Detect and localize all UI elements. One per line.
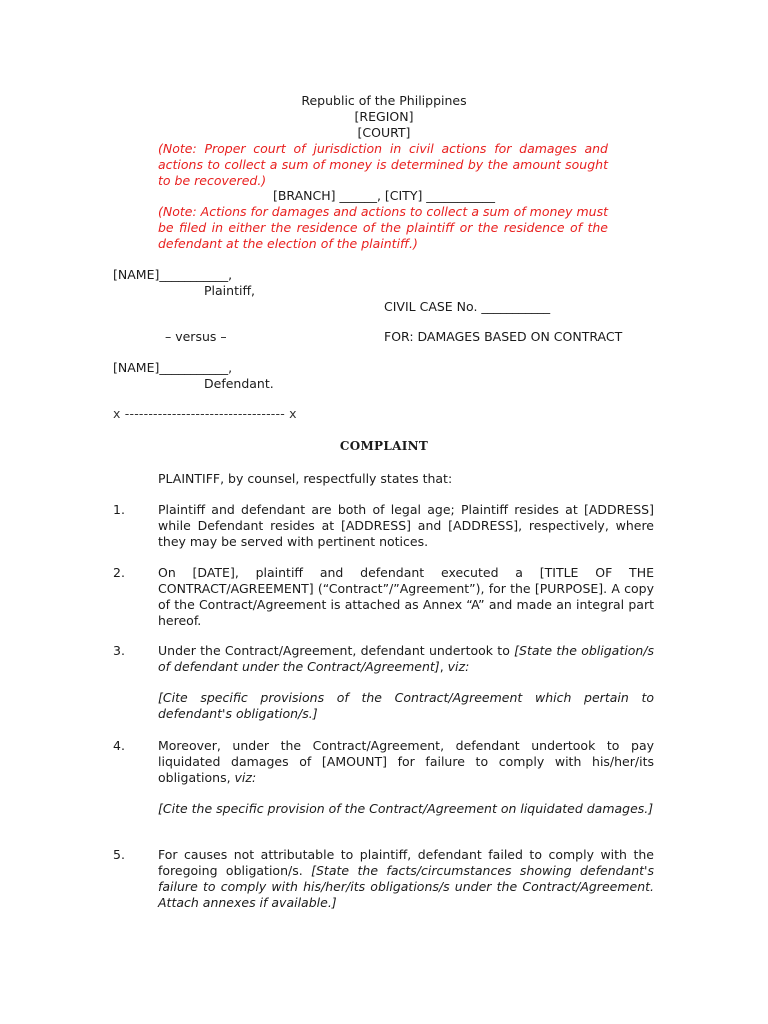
branch-city-line: [BRANCH] ______, [CITY] ___________ [272, 188, 496, 203]
paragraph-2: On [DATE], plaintiff and defendant executed a [TITLE OF THE CONTRACT/AGREEMENT] (“Contract”/”Agreement”), for the [PURPOSE]. A copy of the Contract/Agreement is attached as Annex “A” and made an integral part hereof. [158, 565, 654, 628]
case-subject: FOR: DAMAGES BASED ON CONTRACT [384, 329, 623, 344]
plaintiff-label: Plaintiff, [204, 283, 256, 298]
defendant-name: [NAME]___________, [113, 360, 233, 375]
paragraph-4-viz: viz: [234, 770, 257, 785]
court-line: [COURT] [357, 125, 411, 140]
paragraph-3 [158, 643, 654, 675]
paragraph-5 [158, 847, 654, 911]
paragraph-4-number: 4. [113, 738, 125, 753]
paragraph-4 [158, 738, 654, 786]
civil-case-number: CIVIL CASE No. ___________ [384, 299, 551, 314]
republic-line: Republic of the Philippines [301, 93, 467, 108]
paragraph-3-instruction: [State the obligation/s of defendant under the Contract/Agreement] [158, 643, 654, 674]
paragraph-1: Plaintiff and defendant are both of legal age; Plaintiff resides at [ADDRESS] while Defendant resides at [ADDRESS] and [ADDRESS], respectively, where they may be served with pertinent notices. [158, 502, 654, 549]
paragraph-1-number: 1. [113, 502, 125, 517]
court-jurisdiction-note: (Note: Proper court of jurisdiction in civil actions for damages and actions to collect a sum of money is determined by the amount sought to be recovered.) [158, 141, 608, 188]
paragraph-4-text: Moreover, under the Contract/Agreement, defendant undertook to pay liquidated damages of [AMOUNT] for failure to comply with his/her/its obligations, [158, 738, 654, 785]
paragraph-3-viz: viz: [447, 659, 470, 674]
paragraph-3-comma: , [439, 659, 448, 674]
complaint-title: COMPLAINT [339, 439, 429, 453]
paragraph-5-number: 5. [113, 847, 125, 862]
paragraph-3-cite: [Cite specific provisions of the Contract/Agreement which pertain to defendant's obligation/s.] [158, 690, 654, 721]
caption-separator: x ---------------------------------- x [113, 406, 297, 421]
paragraph-5-instruction: [State the facts/circumstances showing defendant's failure to comply with his/her/its obligations/s under the Contract/Agreement. Attach annexes if available.] [158, 863, 654, 910]
paragraph-3-text: Under the Contract/Agreement, defendant undertook to [158, 643, 515, 658]
paragraph-4-cite: [Cite the specific provision of the Contract/Agreement on liquidated damages.] [158, 801, 654, 816]
defendant-label: Defendant. [204, 376, 274, 391]
paragraph-2-number: 2. [113, 565, 125, 580]
region-line: [REGION] [354, 109, 414, 124]
intro-line: PLAINTIFF, by counsel, respectfully states that: [158, 471, 453, 486]
versus-line: – versus – [165, 329, 227, 344]
venue-note: (Note: Actions for damages and actions to collect a sum of money must be filed in either the residence of the plaintiff or the residence of the defendant at the election of the plaintiff.) [158, 204, 608, 251]
paragraph-5-text: For causes not attributable to plaintiff, defendant failed to comply with the foregoing obligation/s. [158, 847, 654, 878]
plaintiff-name: [NAME]___________, [113, 267, 233, 282]
paragraph-3-number: 3. [113, 643, 125, 658]
